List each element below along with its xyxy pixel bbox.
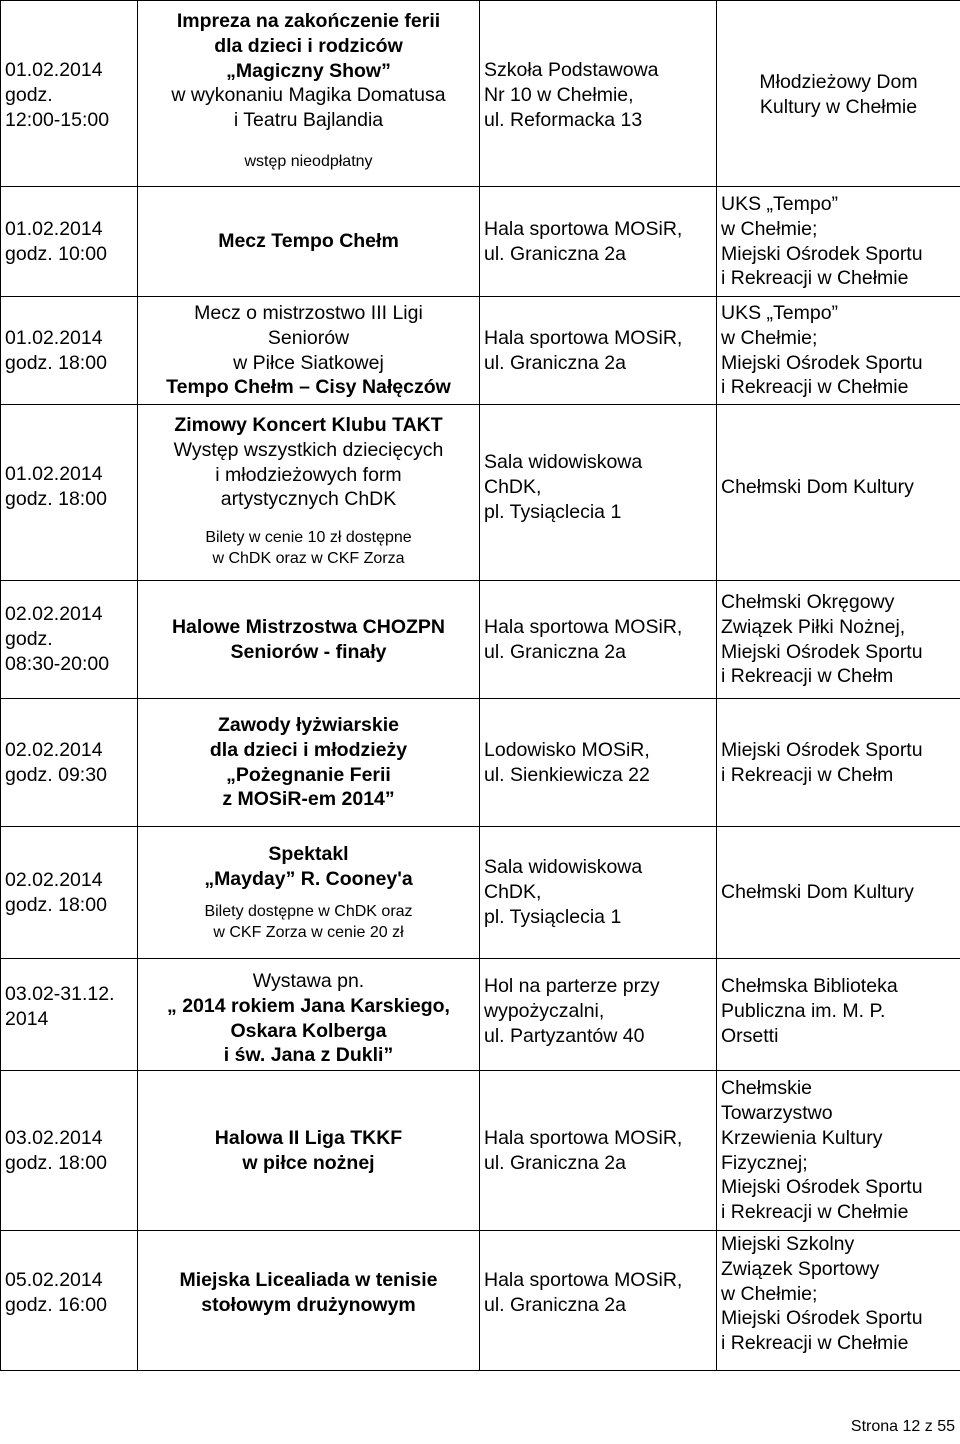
event-note: w CKF Zorza w cenie 20 zł bbox=[213, 924, 404, 942]
organizer-line: Chełmski Dom Kultury bbox=[721, 881, 914, 904]
date-line: 02.02.2014 bbox=[5, 868, 103, 891]
date-line: 01.02.2014 bbox=[5, 59, 103, 81]
place-line: ul. Partyzantów 40 bbox=[484, 1024, 645, 1047]
place-cell bbox=[480, 699, 717, 827]
date-line: 12:00-15:00 bbox=[5, 108, 110, 131]
event-desc-line: artystycznych ChDK bbox=[220, 488, 397, 511]
organizer-line: w Chełmie; bbox=[721, 1282, 818, 1305]
date-line: 02.02.2014 bbox=[5, 603, 103, 626]
date-line: godz. bbox=[5, 83, 53, 106]
place-line: Hala sportowa MOSiR, bbox=[484, 326, 683, 349]
place-line: pl. Tysiąclecia 1 bbox=[484, 905, 622, 928]
organizer-line: Orsetti bbox=[721, 1024, 779, 1047]
date-cell bbox=[1, 581, 138, 699]
date-line: godz. 18:00 bbox=[5, 351, 107, 374]
table-row bbox=[1, 1071, 960, 1231]
organizer-line: Miejski Ośrodek Sportu bbox=[721, 640, 923, 663]
place-line: ChDK, bbox=[484, 475, 542, 498]
event-title-line: Halowe Mistrzostwa CHOZPN bbox=[171, 615, 446, 638]
event-desc-line: Występ wszystkich dziecięcych bbox=[173, 438, 444, 461]
event-cell bbox=[138, 959, 480, 1071]
event-cell bbox=[138, 187, 480, 297]
place-cell bbox=[480, 297, 717, 405]
page-number: Strona 12 z 55 bbox=[850, 1418, 955, 1435]
event-note: Bilety dostępne w ChDK oraz bbox=[204, 903, 413, 921]
event-title-line: „Magiczny Show” bbox=[226, 59, 391, 82]
event-title-line: Zawody łyżwiarskie bbox=[218, 713, 399, 736]
event-title-line: i św. Jana z Dukli” bbox=[223, 1044, 394, 1067]
date-line: godz. bbox=[5, 628, 53, 651]
event-desc-line: i młodzieżowych form bbox=[215, 463, 402, 486]
table-row bbox=[1, 297, 960, 405]
event-cell bbox=[138, 1231, 480, 1371]
date-line: godz. 18:00 bbox=[5, 893, 107, 916]
organizer-line: Młodzieżowy Dom bbox=[759, 71, 918, 93]
organizer-cell bbox=[717, 581, 960, 699]
date-cell bbox=[1, 699, 138, 827]
date-line: 01.02.2014 bbox=[5, 463, 103, 485]
organizer-cell bbox=[717, 959, 960, 1071]
event-desc-line: Seniorów bbox=[267, 326, 350, 349]
place-line: wypożyczalni, bbox=[484, 999, 605, 1022]
date-line: godz. 18:00 bbox=[5, 487, 107, 510]
organizer-line: i Rekreacji w Chełmie bbox=[721, 376, 909, 399]
organizer-cell bbox=[717, 1071, 960, 1231]
table-row bbox=[1, 1, 960, 187]
event-title-line: Miejska Licealiada w tenisie bbox=[179, 1269, 438, 1291]
table-row bbox=[1, 405, 960, 581]
place-line: ul. Reformacka 13 bbox=[484, 108, 643, 131]
place-cell bbox=[480, 827, 717, 959]
place-line: Hala sportowa MOSiR, bbox=[484, 1269, 683, 1291]
event-desc-line: w wykonaniu Magika Domatusa bbox=[171, 84, 446, 107]
event-cell bbox=[138, 1071, 480, 1231]
table-row bbox=[1, 187, 960, 297]
table-row bbox=[1, 1231, 960, 1371]
date-line: 05.02.2014 bbox=[5, 1269, 103, 1291]
organizer-line: Związek Sportowy bbox=[721, 1257, 880, 1280]
organizer-line: UKS „Tempo” bbox=[721, 301, 839, 324]
organizer-line: i Rekreacji w Chełmie bbox=[721, 267, 909, 290]
organizer-cell bbox=[717, 405, 960, 581]
event-title-line: „Pożegnanie Ferii bbox=[226, 763, 391, 786]
event-title-line: Oskara Kolberga bbox=[230, 1019, 387, 1042]
place-cell bbox=[480, 1071, 717, 1231]
date-line: godz. 18:00 bbox=[5, 1151, 107, 1174]
date-line: 01.02.2014 bbox=[5, 326, 103, 349]
event-title-line: Mecz Tempo Chełm bbox=[218, 230, 399, 253]
place-cell bbox=[480, 959, 717, 1071]
event-desc-line: i Teatru Bajlandia bbox=[233, 109, 384, 132]
organizer-line: Miejski Ośrodek Sportu bbox=[721, 1176, 923, 1199]
date-line: 01.02.2014 bbox=[5, 217, 103, 240]
event-title-line: Halowa II Liga TKKF bbox=[214, 1126, 403, 1149]
organizer-cell bbox=[717, 827, 960, 959]
date-line: godz. 10:00 bbox=[5, 242, 107, 265]
organizer-cell bbox=[717, 1231, 960, 1371]
organizer-line: Miejski Ośrodek Sportu bbox=[721, 738, 923, 761]
event-cell bbox=[138, 405, 480, 581]
event-desc-line: w Piłce Siatkowej bbox=[233, 351, 384, 374]
date-cell bbox=[1, 405, 138, 581]
event-title-line: „Mayday” R. Cooney'a bbox=[204, 867, 413, 890]
table-row bbox=[1, 827, 960, 959]
event-title-line: stołowym drużynowym bbox=[201, 1293, 416, 1316]
organizer-line: Miejski Szkolny bbox=[721, 1233, 855, 1255]
date-line: godz. 09:30 bbox=[5, 763, 107, 786]
organizer-line: Chełmski Okręgowy bbox=[721, 590, 895, 613]
event-title-line: Zimowy Koncert Klubu TAKT bbox=[174, 414, 443, 436]
place-cell bbox=[480, 581, 717, 699]
event-title-line: Impreza na zakończenie ferii bbox=[176, 10, 441, 32]
place-line: Hala sportowa MOSiR, bbox=[484, 1126, 683, 1149]
place-line: ul. Graniczna 2a bbox=[484, 351, 626, 374]
organizer-line: Miejski Ośrodek Sportu bbox=[721, 1307, 923, 1330]
organizer-line: w Chełmie; bbox=[721, 217, 818, 240]
organizer-line: UKS „Tempo” bbox=[721, 192, 839, 215]
event-cell bbox=[138, 1, 480, 187]
date-cell bbox=[1, 297, 138, 405]
place-cell bbox=[480, 405, 717, 581]
place-line: Sala widowiskowa bbox=[484, 856, 643, 879]
place-line: Hala sportowa MOSiR, bbox=[484, 217, 683, 240]
date-cell bbox=[1, 827, 138, 959]
date-line: 02.02.2014 bbox=[5, 738, 103, 761]
event-title-line: „ 2014 rokiem Jana Karskiego, bbox=[167, 994, 450, 1017]
event-cell bbox=[138, 827, 480, 959]
table-row bbox=[1, 581, 960, 699]
organizer-cell bbox=[717, 1, 960, 187]
organizer-line: i Rekreacji w Chełmie bbox=[721, 1332, 909, 1355]
date-cell bbox=[1, 959, 138, 1071]
table-row bbox=[1, 699, 960, 827]
place-line: Hala sportowa MOSiR, bbox=[484, 615, 683, 638]
place-line: Lodowisko MOSiR, bbox=[484, 738, 650, 761]
organizer-line: Chełmskie bbox=[721, 1077, 813, 1100]
organizer-cell bbox=[717, 699, 960, 827]
place-line: pl. Tysiąclecia 1 bbox=[484, 500, 622, 523]
event-title-line: Spektakl bbox=[268, 842, 349, 865]
organizer-line: i Rekreacji w Chełmie bbox=[721, 1201, 909, 1224]
event-title-line: dla dzieci i rodziców bbox=[214, 34, 403, 57]
organizer-line: Miejski Ośrodek Sportu bbox=[721, 242, 923, 265]
event-title-line: Seniorów - finały bbox=[230, 640, 387, 663]
date-line: 2014 bbox=[5, 1007, 49, 1030]
organizer-line: Fizycznej; bbox=[721, 1151, 808, 1174]
place-line: ul. Graniczna 2a bbox=[484, 1293, 626, 1316]
organizer-line: Chełmski Dom Kultury bbox=[721, 476, 914, 498]
event-title-line: w piłce nożnej bbox=[242, 1151, 375, 1174]
organizer-line: Krzewienia Kultury bbox=[721, 1126, 883, 1149]
organizer-line: Chełmska Biblioteka bbox=[721, 975, 898, 997]
organizer-line: i Rekreacji w Chełm bbox=[721, 763, 894, 786]
date-line: 03.02-31.12. bbox=[5, 983, 115, 1005]
event-note: wstęp nieodpłatny bbox=[244, 152, 373, 170]
place-cell bbox=[480, 1, 717, 187]
event-cell bbox=[138, 699, 480, 827]
place-line: ul. Sienkiewicza 22 bbox=[484, 763, 650, 786]
place-line: ul. Graniczna 2a bbox=[484, 640, 626, 663]
place-cell bbox=[480, 187, 717, 297]
place-line: Sala widowiskowa bbox=[484, 451, 643, 473]
place-line: Hol na parterze przy bbox=[484, 975, 660, 997]
place-line: ul. Graniczna 2a bbox=[484, 1151, 626, 1174]
event-note: Bilety w cenie 10 zł dostępne bbox=[205, 529, 412, 547]
date-cell bbox=[1, 187, 138, 297]
event-title-line: Tempo Chełm – Cisy Nałęczów bbox=[166, 376, 451, 399]
organizer-cell bbox=[717, 297, 960, 405]
organizer-line: Towarzystwo bbox=[721, 1101, 833, 1124]
organizer-line: Miejski Ośrodek Sportu bbox=[721, 351, 923, 374]
event-title-line: z MOSiR-em 2014” bbox=[222, 788, 395, 811]
event-cell bbox=[138, 581, 480, 699]
table-row bbox=[1, 959, 960, 1071]
event-title-line: dla dzieci i młodzieży bbox=[209, 738, 408, 761]
date-cell bbox=[1, 1, 138, 187]
organizer-line: Kultury w Chełmie bbox=[759, 95, 918, 118]
event-desc-line: Wystawa pn. bbox=[252, 970, 365, 992]
date-cell bbox=[1, 1231, 138, 1371]
place-line: ChDK, bbox=[484, 881, 542, 904]
place-line: ul. Graniczna 2a bbox=[484, 242, 626, 265]
event-note: w ChDK oraz w CKF Zorza bbox=[212, 550, 405, 568]
date-cell bbox=[1, 1071, 138, 1231]
date-line: 08:30-20:00 bbox=[5, 652, 110, 675]
event-desc-line: Mecz o mistrzostwo III Ligi bbox=[194, 301, 423, 324]
organizer-line: i Rekreacji w Chełm bbox=[721, 665, 894, 688]
place-cell bbox=[480, 1231, 717, 1371]
date-line: 03.02.2014 bbox=[5, 1126, 103, 1149]
date-line: godz. 16:00 bbox=[5, 1293, 107, 1316]
organizer-cell bbox=[717, 187, 960, 297]
organizer-line: Związek Piłki Nożnej, bbox=[721, 615, 906, 638]
place-line: Nr 10 w Chełmie, bbox=[484, 83, 634, 106]
place-line: Szkoła Podstawowa bbox=[484, 59, 659, 81]
organizer-line: Publiczna im. M. P. bbox=[721, 999, 886, 1022]
event-cell bbox=[138, 297, 480, 405]
organizer-line: w Chełmie; bbox=[721, 326, 818, 349]
